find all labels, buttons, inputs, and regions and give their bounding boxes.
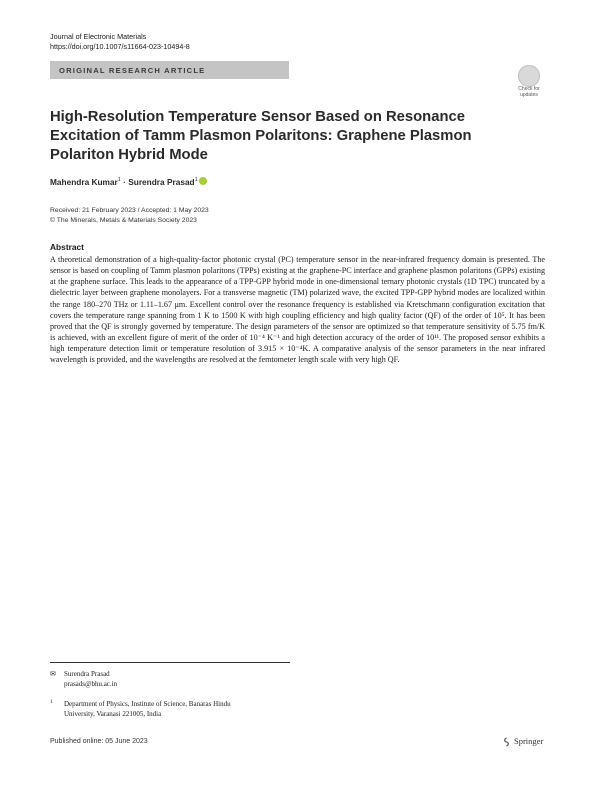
corresponding-author-name: Surendra Prasad [64, 670, 110, 678]
journal-name: Journal of Electronic Materials [50, 32, 147, 41]
corresponding-author-footnote [50, 669, 117, 689]
orcid-icon[interactable] [199, 177, 207, 185]
doi-link[interactable]: https://doi.org/10.1007/s11664-023-10494-8 [50, 42, 190, 51]
article-type-label: ORIGINAL RESEARCH ARTICLE [59, 66, 206, 75]
crossmark-icon [518, 65, 540, 87]
affiliation-marker: 1 [117, 177, 121, 184]
author-name[interactable]: Surendra Prasad [128, 177, 195, 187]
article-title: High-Resolution Temperature Sensor Based on Resonance Excitation of Tamm Plasmon Polaritons: Graphene Plasmon Polariton Hybrid Mode [50, 109, 472, 163]
envelope-icon: ✉ [50, 670, 56, 678]
springer-logo [502, 736, 543, 747]
footnote-divider [50, 662, 290, 663]
badge-label: Check for updates [518, 86, 540, 98]
abstract-heading: Abstract [50, 242, 84, 252]
affiliation-marker: 1 [194, 177, 198, 184]
author-name[interactable]: Mahendra Kumar [50, 177, 118, 187]
published-date: Published online: 05 June 2023 [50, 738, 148, 745]
affiliation-footnote [50, 699, 231, 719]
affiliation-line: University, Varanasi 221005, India [64, 710, 162, 718]
author-separator: · [120, 177, 129, 187]
affiliation-line: Department of Physics, Institute of Science, Banaras Hindu [64, 700, 231, 708]
author-list [50, 177, 207, 187]
abstract-text: A theoretical demonstration of a high-quality-factor photonic crystal (PC) temperature sensor in the near-infrared frequency domain is presented. The sensor is based on coupling of Tamm plasmon polaritons (TPPs) existing at the graphene-PC interface and graphene plasmon polaritons (GPPs) existing at the graphene surface. This leads to the appearance of a TPP-GPP hybrid mode in one-dimensional ternary photonic crystals (1D TPC) truncated by a dielectric layer between graphene monolayers. For a transverse magnetic (TM) polarized wave, the excited TPP-GPP hybrid modes are localized within the range 180–270 THz or 1.11–1.67 μm. Excellent control over the resonance frequency is established via Kretschmann configuration excitation that covers the temperature range spanning from 1 K to 1500 K with high coupling efficiency and high quality factor (QF) of the order of 10⁵. It has been proved that the QF is strongly governed by temperature. The design parameters of the sensor are optimized so that temperature sensitivity of 5.75 fm/K is achieved, with an excellent figure of merit of the order of 10⁻⁴ K⁻¹ and high detection accuracy of the order of 10¹¹. The proposed sensor exhibits a high temperature detection limit or temperature resolution of 3.915 × 10⁻⁴K. A comparative analysis of the sensor parameters in the near infrared wavelength is provided, and the wavelengths are resolved at the femtometer length scale with very high QF. [50, 255, 545, 365]
check-for-updates-badge[interactable] [512, 65, 546, 101]
springer-wordmark: Springer [514, 736, 544, 746]
copyright-notice: © The Minerals, Metals & Materials Society 2023 [50, 217, 197, 224]
springer-logo-icon [502, 737, 511, 747]
affiliation-number: 1 [50, 699, 53, 705]
corresponding-author-email[interactable]: prasads@bhu.ac.in [64, 680, 118, 688]
article-dates [50, 206, 209, 226]
journal-info [50, 32, 190, 52]
received-accepted: Received: 21 February 2023 / Accepted: 1 May 2023 [50, 207, 209, 214]
